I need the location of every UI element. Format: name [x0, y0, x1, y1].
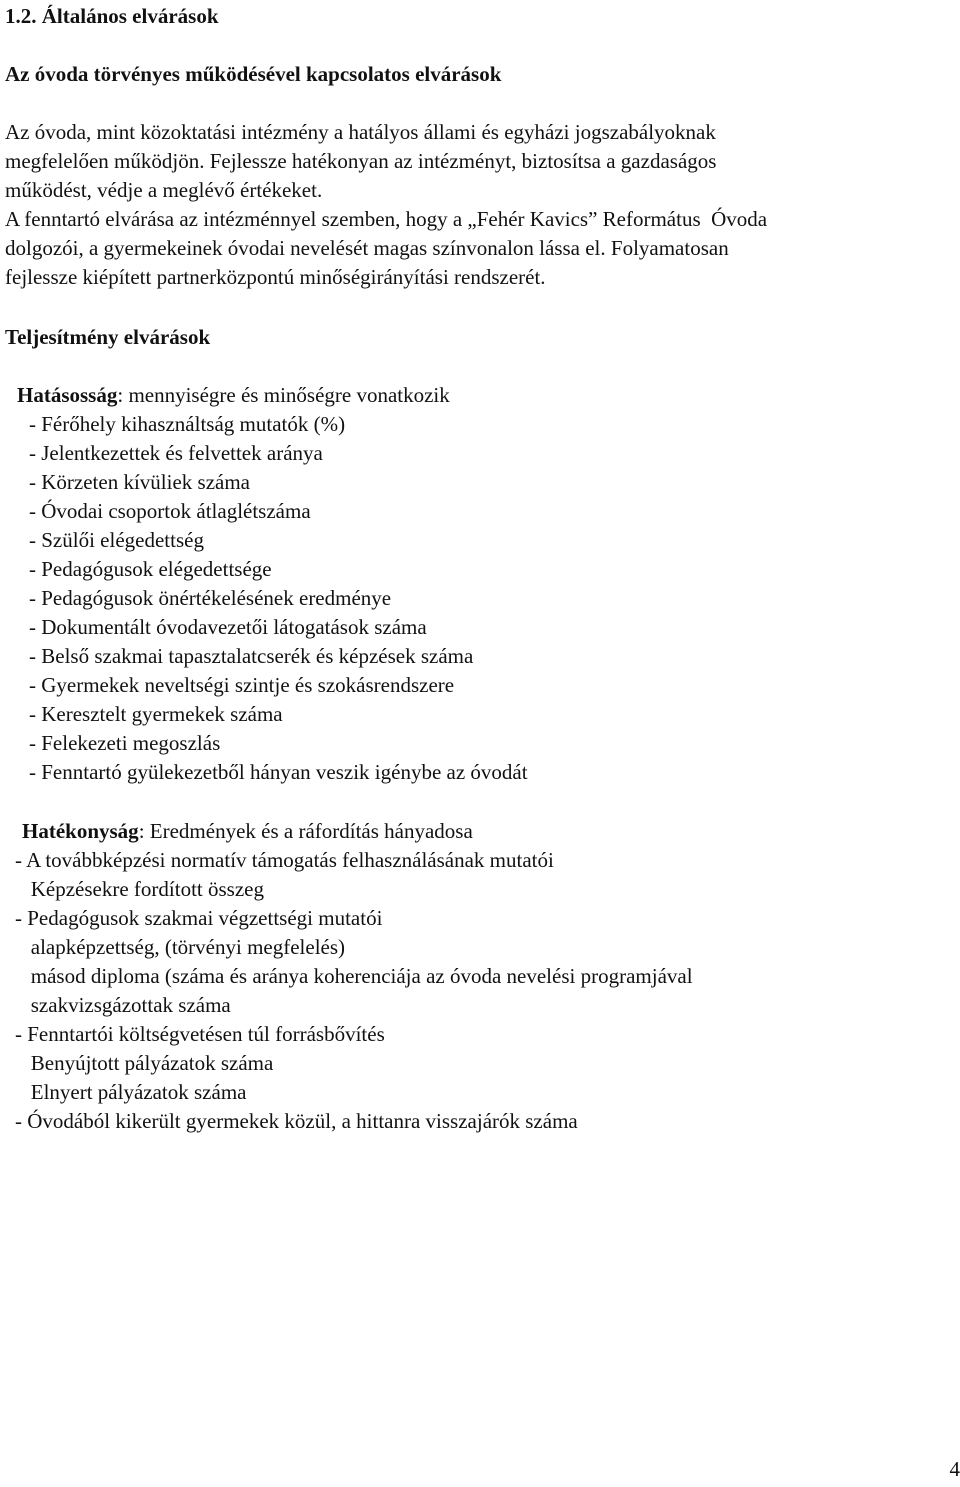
- list-item: - Óvodából kikerült gyermekek közül, a hittanra visszajárók száma: [15, 1109, 578, 1133]
- efficiency-label: Hatékonyság: [22, 819, 139, 843]
- list-item: Képzésekre fordított összeg: [15, 877, 264, 901]
- list-item: - A továbbképzési normatív támogatás felhasználásának mutatói: [15, 848, 554, 872]
- effectiveness-heading: [17, 381, 450, 410]
- list-item: szakvizsgázottak száma: [15, 993, 231, 1017]
- effectiveness-label: Hatásosság: [17, 383, 118, 407]
- list-item: - Pedagógusok szakmai végzettségi mutatói: [15, 906, 383, 930]
- section-heading: 1.2. Általános elvárások: [5, 4, 219, 28]
- list-item: - Szülői elégedettség: [29, 528, 204, 552]
- paragraph-line: működést, védje a meglévő értékeket.: [5, 178, 323, 202]
- list-item: - Keresztelt gyermekek száma: [29, 702, 283, 726]
- list-item: - Dokumentált óvodavezetői látogatások száma: [29, 615, 427, 639]
- legal-requirements-title: Az óvoda törvényes működésével kapcsolatos elvárások: [5, 62, 502, 86]
- list-item: - Pedagógusok önértékelésének eredménye: [29, 586, 392, 610]
- effectiveness-description: : mennyiségre és minőségre vonatkozik: [117, 383, 450, 407]
- efficiency-heading: [22, 817, 473, 846]
- paragraph-line: megfelelően működjön. Fejlessze hatékonyan az intézményt, biztosítsa a gazdaságos: [5, 149, 717, 173]
- paragraph-line: A fenntartó elvárása az intézménnyel szemben, hogy a „Fehér Kavics” Református Óvoda: [5, 207, 768, 231]
- paragraph-line: Az óvoda, mint közoktatási intézmény a hatályos állami és egyházi jogszabályoknak: [5, 120, 716, 144]
- list-item: másod diploma (száma és aránya koherenciája az óvoda nevelési programjával: [15, 964, 693, 988]
- list-item: - Férőhely kihasználtság mutatók (%): [29, 412, 346, 436]
- list-item: Benyújtott pályázatok száma: [15, 1051, 274, 1075]
- list-item: Elnyert pályázatok száma: [15, 1080, 247, 1104]
- list-item: - Körzeten kívüliek száma: [29, 470, 250, 494]
- list-item: - Fenntartói költségvetésen túl forrásbővítés: [15, 1022, 385, 1046]
- list-item: - Óvodai csoportok átlaglétszáma: [29, 499, 311, 523]
- list-item: - Belső szakmai tapasztalatcserék és képzések száma: [29, 644, 474, 668]
- list-item: - Pedagógusok elégedettsége: [29, 557, 272, 581]
- paragraph-line: fejlessze kiépített partnerközpontú minőségirányítási rendszerét.: [5, 265, 546, 289]
- list-item: - Fenntartó gyülekezetből hányan veszik igénybe az óvodát: [29, 760, 528, 784]
- list-item: alapképzettség, (törvényi megfelelés): [15, 935, 346, 959]
- list-item: - Jelentkezettek és felvettek aránya: [29, 441, 323, 465]
- efficiency-description: : Eredmények és a ráfordítás hányadosa: [138, 819, 473, 843]
- performance-requirements-title: Teljesítmény elvárások: [5, 325, 211, 349]
- list-item: - Felekezeti megoszlás: [29, 731, 221, 755]
- paragraph-line: dolgozói, a gyermekeinek óvodai nevelését magas színvonalon lássa el. Folyamatosan: [5, 236, 729, 260]
- page-number: 4: [949, 1457, 960, 1481]
- list-item: - Gyermekek neveltségi szintje és szokásrendszere: [29, 673, 455, 697]
